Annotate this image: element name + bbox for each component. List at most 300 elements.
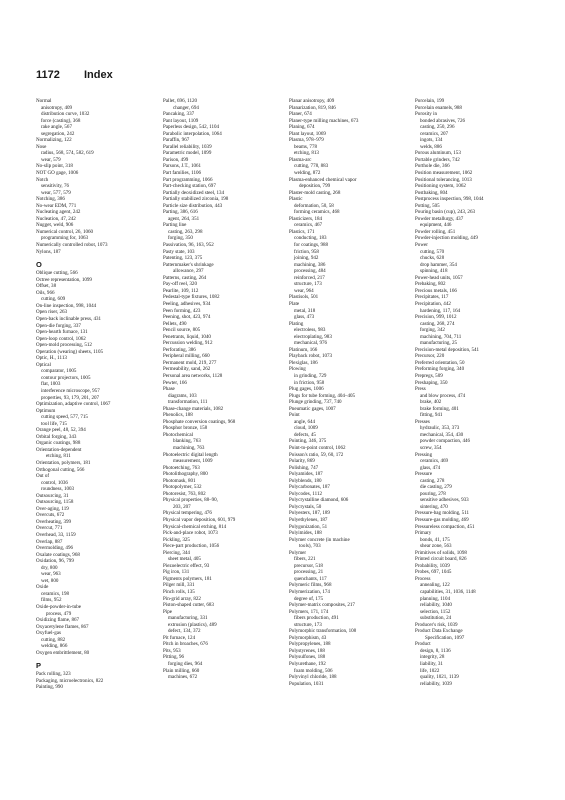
index-subentry: sintering, 470 <box>420 503 448 510</box>
index-entry: Nylons, 187 <box>36 248 61 255</box>
index-entry: Oxyfuel-gas <box>36 630 61 637</box>
index-entry: Pasty state, 103 <box>163 248 195 255</box>
index-entry: Product <box>415 641 431 648</box>
index-entry: Positional tolerancing, 1013 <box>415 176 472 183</box>
index-subentry: deformation, 50, 58 <box>294 202 334 209</box>
index-entry: Polycodes, 1112 <box>289 490 322 497</box>
index-entry: Oils, 966 <box>36 289 55 296</box>
index-subentry: reliability, 1039 <box>420 680 452 687</box>
index-entry: Planing, 674 <box>289 124 315 131</box>
index-entry: Partially deoxidized steel, 134 <box>163 189 225 196</box>
index-entry: Pressureless compaction, 451 <box>415 523 475 530</box>
index-entry: Oxide <box>36 584 49 591</box>
index-entry: Outsourcing, 1158 <box>36 499 74 506</box>
index-entry: Pallet, 696, 1120 <box>163 98 198 104</box>
index-subentry: processing, 21 <box>294 569 324 576</box>
index-entry: Notching, 386 <box>36 196 65 203</box>
index-subentry: casting, 250, 296 <box>420 124 455 131</box>
index-subentry: measurement, 1009 <box>173 458 213 465</box>
index-subentry: bonded abrasives, 726 <box>420 117 465 124</box>
index-entry: Plugs for tube forming, 404–405 <box>289 392 356 399</box>
index-entry: Planer-type milling machines, 673 <box>289 117 359 124</box>
index-entry: Pay-off reel, 320 <box>163 281 197 288</box>
index-entry: Overcut, 771 <box>36 525 63 532</box>
index-entry: Position measurement, 1062 <box>415 170 473 177</box>
index-entry: Physical properties, 88–90, <box>163 497 218 504</box>
index-entry: Parting line <box>163 222 187 229</box>
index-entry: Pack rolling, 323 <box>36 671 71 678</box>
index-subentry: ceramics, 467 <box>294 222 323 229</box>
index-entry: Nucleating agent, 242 <box>36 209 81 216</box>
index-entry: Partially stabilized zirconia, 198 <box>163 196 229 203</box>
index-entry: Plastisols, 501 <box>289 294 319 301</box>
index-entry: Nugget, weld, 906 <box>36 222 74 229</box>
index-subentry: diagrams, 103 <box>168 392 197 399</box>
index-entry: Overcuts, 672 <box>36 512 65 519</box>
index-entry: Prebaking, 802 <box>415 281 446 288</box>
index-entry: Product Data Exchange <box>415 628 463 635</box>
index-entry: Open-hearth furnace, 131 <box>36 329 88 336</box>
index-entry: Perforating, 386 <box>163 346 196 353</box>
index-subentry: forging, 342 <box>420 327 445 334</box>
index-entry: Pedestal-type fixtures, 1082 <box>163 294 220 301</box>
index-subentry: films, 952 <box>41 597 62 604</box>
index-entry: Preferred orientation, 50 <box>415 359 465 366</box>
index-entry: Outsourcing, 31 <box>36 492 69 499</box>
index-entry: Precursor, 220 <box>415 353 445 360</box>
index-subentry: glass, 473 <box>294 314 315 321</box>
index-entry: Printed circuit board, 826 <box>415 556 467 563</box>
index-entry: Precision-metal deposition, 541 <box>415 346 480 353</box>
index-subentry: quality, 1021, 1139 <box>420 674 459 681</box>
index-subentry: roundness, 1003 <box>41 486 75 493</box>
index-subentry: sensitivity, 76 <box>41 183 69 190</box>
index-entry: Potting, 505 <box>415 202 440 209</box>
index-entry: Oblique cutting, 566 <box>36 270 78 277</box>
index-entry: Parallel reliability, 1039 <box>163 143 212 150</box>
index-entry: Polygonization, 51 <box>289 523 328 530</box>
index-entry: Phosphor bronze, 158 <box>163 425 208 432</box>
index-entry: Plug gages, 1006 <box>289 386 324 393</box>
index-entry: Orthogonal cutting, 566 <box>36 466 85 473</box>
index-subentry: force (casting), 368 <box>41 117 81 124</box>
index-subentry: equipment, 446 <box>420 222 452 229</box>
index-entry: Open-die forging, 337 <box>36 322 81 329</box>
index-column-3 <box>289 98 409 687</box>
index-entry: Positioning system, 1062 <box>415 183 466 190</box>
index-subentry: chucks, 628 <box>420 255 445 262</box>
index-entry: Prepregs, 509 <box>415 372 443 379</box>
index-subentry: spinning, 418 <box>420 268 448 275</box>
index-entry: Polypropylenes, 188 <box>289 641 331 648</box>
index-entry: Porcelain enamels, 988 <box>415 104 462 111</box>
index-subentry: metal, 318 <box>294 307 316 314</box>
index-entry: Part-checking station, 697 <box>163 183 216 190</box>
index-subentry: cutting, 882 <box>41 636 66 643</box>
index-entry: Phenolics, 188 <box>163 412 193 419</box>
index-subentry: powder compaction, 446 <box>420 438 471 445</box>
index-subentry: wear, 577, 579 <box>41 189 71 196</box>
index-entry: Parabolic interpolation, 1064 <box>163 130 222 137</box>
index-entry: No-wear EDM, 771 <box>36 202 77 209</box>
index-entry: Pressure <box>415 471 433 478</box>
index-entry: Polystyrenes, 188 <box>289 647 325 654</box>
index-entry: Permeability, sand, 262 <box>163 366 211 373</box>
index-entry: Photolithography, 800 <box>163 471 208 478</box>
index-entry: Pant layout, 1109 <box>163 117 199 124</box>
index-entry: Piston-shaped cutter, 683 <box>163 602 214 609</box>
index-entry: Preshaping, 350 <box>415 379 448 386</box>
index-subentry: flat, 1003 <box>41 381 61 388</box>
index-entry: Polymer-matrix composites, 217 <box>289 602 355 609</box>
index-entry: Personal area networks, 1128 <box>163 372 223 379</box>
index-entry: Pickling, 325 <box>163 536 190 543</box>
index-entry: Orbital forging, 343 <box>36 433 77 440</box>
index-entry: Point <box>289 412 300 419</box>
index-entry: Percussion welding, 912 <box>163 340 213 347</box>
index-entry: Plastic <box>289 196 303 203</box>
index-entry: Physical vapor deposition, 601, 979 <box>163 517 236 523</box>
index-entry: Paraffin, 967 <box>163 137 190 144</box>
index-subentry: selection, 1152 <box>420 608 451 615</box>
index-subentry: wear, 963 <box>41 571 61 578</box>
index-entry: Oxygen embrittlement, 80 <box>36 649 90 656</box>
index-subentry: mechanical, 976 <box>294 340 328 347</box>
index-entry: Pneumatic gages, 1007 <box>289 405 336 412</box>
index-entry: Precipitation, 442 <box>415 300 451 307</box>
index-subentry: hardening, 117, 164 <box>420 307 461 314</box>
index-subentry: brake, 402 <box>420 399 442 406</box>
index-entry: Pilger mill, 331 <box>163 582 195 589</box>
index-subentry: friction, 958 <box>294 248 319 255</box>
index-entry: Planer, 674 <box>289 111 312 118</box>
index-entry: Probability, 1039 <box>415 562 450 569</box>
index-subentry: Specification, 1097 <box>425 634 465 641</box>
index-subentry: machining, 386 <box>294 261 326 268</box>
index-subentry: processing, 484 <box>294 268 326 275</box>
index-entry: Plasma-enhanced chemical vapor <box>289 176 357 183</box>
index-entry: Pitch in broaches, 676 <box>163 641 208 648</box>
index-entry: Peeling, adhesives, 934 <box>163 300 211 307</box>
index-subentry: allowance, 297 <box>173 268 204 275</box>
index-subentry: mechanical, 354, 430 <box>420 431 464 438</box>
index-subentry: wet, 800 <box>41 577 59 584</box>
index-entry: Polymorphism, 43 <box>289 634 327 641</box>
index-entry: Pin-grid array, 822 <box>163 595 201 602</box>
index-entry: Phosphate conversion coatings, 968 <box>163 418 236 425</box>
index-entry: Playback robot, 1073 <box>289 353 333 360</box>
index-subentry: and blow process, 474 <box>420 392 466 399</box>
index-entry: Pits, 953 <box>163 647 181 654</box>
index-entry: Polyurethane, 192 <box>289 661 326 668</box>
index-subentry: electroless, 983 <box>294 327 326 334</box>
section-letter: O <box>36 260 42 270</box>
index-subentry: drop hammer, 354 <box>420 261 457 268</box>
index-entry: Plating <box>289 320 304 327</box>
index-entry: Polyamides, 187 <box>289 471 323 478</box>
index-subentry: segregation, 242 <box>41 130 75 137</box>
index-subentry: defect, 134, 372 <box>168 628 201 635</box>
index-subentry: for coatings, 988 <box>294 242 329 249</box>
index-subentry: forging, 350 <box>168 235 193 242</box>
index-entry: Porcelain, 199 <box>415 98 445 104</box>
index-entry: Porosity in <box>415 111 438 118</box>
index-entry: Numerical control, 26, 1060 <box>36 228 94 235</box>
index-subentry: control, 1036 <box>41 479 68 486</box>
index-subentry: integrity, 28 <box>420 654 445 661</box>
index-entry: Population, 1031 <box>289 680 324 687</box>
index-entry: Polyesters, 187, 189 <box>289 510 330 517</box>
index-subentry: agent, 264, 351 <box>168 215 200 222</box>
index-subentry: life, 1022 <box>420 667 440 674</box>
index-entry: Phase-change materials, 1082 <box>163 405 224 412</box>
index-entry: Power <box>415 242 428 249</box>
index-entry: Plexiglas, 186 <box>289 359 318 366</box>
index-entry: Operation (wearing) sheets, 1105 <box>36 348 104 355</box>
index-entry: Pressure-gas molding, 469 <box>415 517 469 523</box>
index-subentry: die casting, 279 <box>420 484 452 491</box>
index-subentry: design, 8, 1136 <box>420 647 451 654</box>
index-subentry: liability, 31 <box>420 661 443 668</box>
index-entry: Organic coatings, 988 <box>36 440 81 447</box>
index-entry: Pick-and-place robot, 1073 <box>163 530 218 537</box>
index-subentry: ceramics, 198 <box>41 590 70 597</box>
index-subentry: etching, 811 <box>46 453 71 460</box>
index-subentry: dry, 800 <box>41 564 58 571</box>
index-entry: Packaging, microelectronics, 822 <box>36 677 104 684</box>
index-entry: Overlap, 887 <box>36 538 63 545</box>
index-subentry: machining, 763 <box>173 444 205 451</box>
index-entry: Polishing, 747 <box>289 464 319 471</box>
index-subentry: extrusion (plastics), 489 <box>168 621 217 628</box>
index-entry: Part families, 1106 <box>163 170 202 177</box>
index-entry: Porthole die, 366 <box>415 163 450 170</box>
index-entry: Polyethylenes, 187 <box>289 517 328 523</box>
index-entry: Penetrants, liquid, 1040 <box>163 333 211 340</box>
index-entry: Preforming forging, 340 <box>415 366 465 373</box>
index-entry: Powder rolling, 451 <box>415 228 456 235</box>
index-entry: Oxalate coatings, 968 <box>36 551 80 558</box>
index-entry: Orientation-dependent <box>36 446 82 453</box>
index-subentry: hydraulic, 353, 373 <box>420 425 460 432</box>
index-subentry: manufacturing, 25 <box>420 340 457 347</box>
index-entry: Polycrystals, 50 <box>289 503 322 510</box>
index-entry: Particle size distribution, 443 <box>163 202 223 209</box>
index-entry: Offset, 38 <box>36 283 57 290</box>
index-entry: Powder metallurgy, 437 <box>415 215 464 222</box>
index-entry: Notch <box>36 176 49 183</box>
index-entry: Planarization, 819, 846 <box>289 104 336 111</box>
index-entry: Open riser, 263 <box>36 309 68 316</box>
index-entry: NOT GO gage, 1006 <box>36 170 79 177</box>
index-column-4 <box>415 98 535 687</box>
index-entry: Portable grinders, 742 <box>415 156 460 163</box>
index-entry: Polysulfones, 188 <box>289 654 326 661</box>
page-header <box>36 69 113 85</box>
index-subentry: joining, 942 <box>294 255 319 262</box>
index-subentry: tools), 703 <box>299 543 321 550</box>
index-entry: Polymeric films, 968 <box>289 582 332 589</box>
index-entry: Precious metals, 166 <box>415 287 457 294</box>
index-entry: Paperless design, 542, 1104 <box>163 124 220 131</box>
index-entry: Numerically controlled robot, 1073 <box>36 242 108 249</box>
index-entry: Press <box>415 386 426 393</box>
index-entry: Polyvinyl chloride, 188 <box>289 674 337 681</box>
index-entry: Photochemical <box>163 431 193 438</box>
index-entry: Plastics, 171 <box>289 228 315 235</box>
index-column-2 <box>163 98 283 681</box>
index-subentry: wear, 964 <box>294 287 314 294</box>
index-subentry: beams, 778 <box>294 143 317 150</box>
index-entry: Polarity, 869 <box>289 458 315 465</box>
index-entry: Normalizing, 122 <box>36 137 72 144</box>
index-entry: Pitting, 96 <box>163 654 185 661</box>
index-entry: Pancaking, 337 <box>163 111 195 118</box>
index-entry: Part programming, 1066 <box>163 176 213 183</box>
index-entry: Process <box>415 575 431 582</box>
index-entry: Polycrystalline diamond, 606 <box>289 497 349 504</box>
index-entry: Primary <box>415 530 432 537</box>
index-entry: Piece-part production, 1056 <box>163 543 220 550</box>
index-entry: Plunge grinding, 737, 740 <box>289 399 342 406</box>
index-subentry: foam molding, 506 <box>294 667 333 674</box>
index-entry: Pig iron, 131 <box>163 569 190 576</box>
index-entry: Nucleation, 47, 242 <box>36 215 76 222</box>
index-subentry: forging dies, 964 <box>168 661 203 668</box>
index-entry: Pigments polymers, 181 <box>163 575 212 582</box>
index-entry: Patterns, casting, 264 <box>163 274 207 281</box>
index-subentry: ceramics, 207 <box>420 130 449 137</box>
index-entry: Plasma, 978–979 <box>289 137 324 144</box>
index-entry: Patternmaker's shrinkage <box>163 261 214 268</box>
index-subentry: cutting, 609 <box>41 296 66 303</box>
index-entry: Oxyacetylene flames, 867 <box>36 623 89 630</box>
index-subentry: properties, 93, 179, 201, 207 <box>41 394 100 401</box>
index-subentry: sensitive adhesives, 933 <box>420 497 469 504</box>
index-subentry: glass, 474 <box>420 464 441 471</box>
index-subentry: pouring, 278 <box>420 490 446 497</box>
index-subentry: sheet metal, 405 <box>168 556 201 563</box>
index-entry: Piercing, 344 <box>163 549 190 556</box>
index-entry: Polymer concrete (in machine <box>289 536 350 543</box>
index-entry: Plowing <box>289 366 306 373</box>
index-entry: Precision, 999, 1012 <box>415 314 457 321</box>
index-entry: Oxidizing flame, 867 <box>36 617 80 624</box>
index-subentry: rake angle, 567 <box>41 124 72 131</box>
index-subentry: in grinding, 729 <box>294 372 327 379</box>
index-subentry: electroplating, 983 <box>294 333 332 340</box>
index-entry: Platinum, 166 <box>289 346 318 353</box>
index-subentry: fibers, 221 <box>294 556 316 563</box>
index-entry: Plasticizers, 184 <box>289 215 323 222</box>
index-entry: Physical tempering, 476 <box>163 510 212 517</box>
index-entry: Phase <box>163 386 175 393</box>
index-subentry: welds, 886 <box>420 143 442 150</box>
index-subentry: casting, 263, 298 <box>168 228 203 235</box>
index-entry: Pressing <box>415 451 433 458</box>
index-entry: Octree representation, 1099 <box>36 276 92 283</box>
index-subentry: welding, 866 <box>41 643 68 650</box>
index-entry: Orange peel, 48, 52, 394 <box>36 427 86 434</box>
index-entry: Parsons, J.T., 1061 <box>163 163 202 170</box>
index-entry: Optimum <box>36 407 56 414</box>
index-subentry: quenchants, 117 <box>294 575 327 582</box>
index-subentry: angle, 644 <box>294 418 316 425</box>
index-subentry: bonds, 41, 175 <box>420 536 450 543</box>
index-entry: Point-to-point control, 1062 <box>289 444 346 451</box>
index-entry: Over-aging, 119 <box>36 505 69 512</box>
index-entry: Plain milling, 660 <box>163 667 200 674</box>
index-entry: Overmolding, 496 <box>36 545 74 552</box>
index-entry: Parison, 499 <box>163 156 189 163</box>
index-entry: Photoelectric digital length <box>163 451 218 458</box>
index-entry: Probes, 697, 1045 <box>415 569 452 576</box>
index-subentry: interference microscope, 957 <box>41 387 100 394</box>
index-subentry: distribution curve, 1032 <box>41 111 90 118</box>
index-entry: Peripheral milling, 660 <box>163 353 210 360</box>
index-entry: Optimization, adaptive control, 1067 <box>36 401 111 408</box>
index-subentry: blanking, 763 <box>173 438 201 445</box>
index-subentry: machines, 672 <box>168 674 198 681</box>
index-entry: Photoresist, 763, 802 <box>163 490 206 497</box>
index-subentry: cutting, 778, 883 <box>294 163 329 170</box>
index-subentry: structure, 173 <box>294 281 322 288</box>
index-subentry: in friction, 958 <box>294 379 325 386</box>
index-entry: Out of <box>36 473 50 480</box>
index-subentry: wear, 579 <box>41 156 61 163</box>
index-column-1 <box>36 98 156 691</box>
index-entry: Planar anisotropy, 409 <box>289 98 335 104</box>
index-subentry: programming for, 1063 <box>41 235 89 242</box>
index-subentry: fitting, 941 <box>420 412 443 419</box>
index-entry: Overheating, 399 <box>36 518 72 525</box>
index-entry: Pencil source, 805 <box>163 327 201 334</box>
index-entry: Open-back inclinable press, 431 <box>36 315 102 322</box>
index-subentry: 203, 207 <box>173 503 191 510</box>
index-entry: Patenting, 123, 375 <box>163 255 203 262</box>
index-entry: Power-head units, 1057 <box>415 274 463 281</box>
index-entry: Polycarbonates, 187 <box>289 484 330 491</box>
index-entry: Overhead, 33, 1159 <box>36 532 76 538</box>
index-entry: Photoetching, 763 <box>163 464 200 471</box>
index-entry: Parametric model, 1099 <box>163 150 212 157</box>
index-entry: Parting, 386, 616 <box>163 209 198 216</box>
index-entry: Powder-injection molding, 449 <box>415 235 478 242</box>
index-subentry: casting, 268, 274 <box>420 320 455 327</box>
index-subentry: radius, 568, 574, 582, 619 <box>41 150 94 157</box>
index-entry: Pellets, 490 <box>163 320 187 327</box>
index-entry: Passivation, 96, 163, 952 <box>163 242 214 249</box>
index-subentry: screw, 354 <box>420 444 442 451</box>
index-subentry: reliability, 1040 <box>420 602 452 609</box>
index-entry: Presses <box>415 418 430 425</box>
index-entry: Photopolymer, 532 <box>163 484 202 491</box>
index-entry: Open-loop control, 1062 <box>36 335 86 342</box>
index-entry: Polyimides, 188 <box>289 530 322 537</box>
section-letter: P <box>36 661 42 671</box>
index-entry: Peen forming, 423 <box>163 307 201 314</box>
index-subentry: reinforced, 217 <box>294 274 325 281</box>
index-subentry: capabilities, 31, 1036, 1148 <box>420 589 476 596</box>
index-entry: Primitives of solids, 1098 <box>415 549 467 556</box>
index-entry: Polymer <box>289 549 307 556</box>
index-entry: On-line inspection, 998, 1044 <box>36 302 97 309</box>
index-entry: Painting, 990 <box>36 684 63 691</box>
index-entry: Pouring basin (cup), 243, 263 <box>415 209 475 216</box>
index-subentry: planning, 1104 <box>420 595 451 602</box>
index-subentry: ingots, 134 <box>420 137 443 144</box>
index-entry: Open-mold processing, 512 <box>36 342 92 349</box>
